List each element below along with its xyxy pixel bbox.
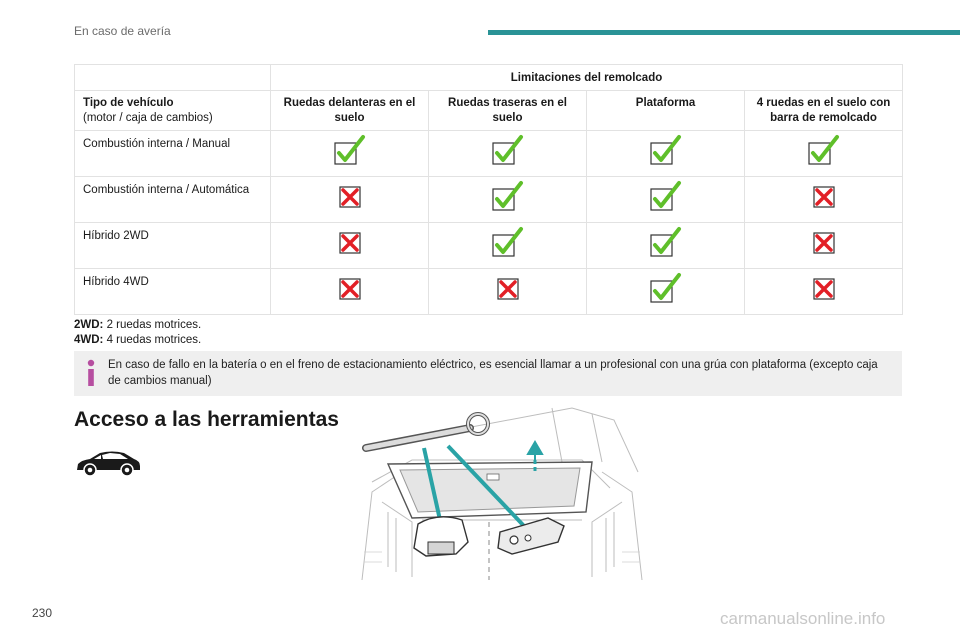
- allowed-cell: [587, 177, 745, 223]
- not-allowed-cell: [745, 223, 903, 269]
- table-row: [75, 269, 903, 315]
- legend-key: 4WD:: [74, 334, 104, 346]
- check-icon: [649, 226, 683, 260]
- not-allowed-cell: [745, 269, 903, 315]
- column-header: Ruedas traseras en el suelo: [429, 91, 587, 131]
- vehicle-type-label: Tipo de vehículo: [83, 97, 174, 109]
- not-allowed-cell: [271, 177, 429, 223]
- column-header: Plataforma: [587, 91, 745, 131]
- vehicle-type-sublabel: (motor / caja de cambios): [83, 112, 213, 124]
- vehicle-type-cell: Combustión interna / Manual: [75, 131, 271, 177]
- check-icon: [649, 272, 683, 306]
- allowed-cell: [429, 223, 587, 269]
- cross-icon: [333, 226, 367, 260]
- header-accent-bar: [488, 30, 960, 35]
- check-icon: [649, 134, 683, 168]
- page-number: 230: [32, 606, 53, 620]
- vehicle-type-header: [75, 91, 271, 131]
- allowed-cell: [587, 269, 745, 315]
- column-header: 4 ruedas en el suelo con barra de remolcado: [745, 91, 903, 131]
- towing-limitations-table: [74, 64, 903, 315]
- allowed-cell: [745, 131, 903, 177]
- check-icon: [491, 226, 525, 260]
- legend-text: 2 ruedas motrices.: [103, 319, 202, 331]
- check-icon: [333, 134, 367, 168]
- section-heading: Acceso a las herramientas: [74, 408, 339, 431]
- info-icon: [86, 359, 96, 387]
- not-allowed-cell: [271, 223, 429, 269]
- legend-text: 4 ruedas motrices.: [103, 334, 202, 346]
- site-watermark: carmanualsonline.info: [720, 609, 886, 628]
- drive-legend: [74, 318, 201, 348]
- cross-icon: [807, 180, 841, 214]
- check-icon: [491, 134, 525, 168]
- cross-icon: [491, 272, 525, 306]
- not-allowed-cell: [745, 177, 903, 223]
- check-icon: [807, 134, 841, 168]
- cross-icon: [807, 272, 841, 306]
- info-text: En caso de fallo en la batería o en el freno de estacionamiento eléctrico, es esencial llamar a un profesional con una grúa con plataforma (excepto caja de cambios manual): [108, 359, 878, 387]
- legend-line: [74, 333, 201, 348]
- table-group-header: Limitaciones del remolcado: [271, 65, 903, 91]
- cross-icon: [807, 226, 841, 260]
- check-icon: [649, 180, 683, 214]
- vehicle-type-cell: Híbrido 4WD: [75, 269, 271, 315]
- allowed-cell: [587, 223, 745, 269]
- not-allowed-cell: [271, 269, 429, 315]
- check-icon: [491, 180, 525, 214]
- not-allowed-cell: [429, 269, 587, 315]
- info-box: [74, 351, 902, 396]
- table-corner-cell: [75, 65, 271, 91]
- legend-line: [74, 318, 201, 333]
- table-row: [75, 223, 903, 269]
- column-header: Ruedas delanteras en el suelo: [271, 91, 429, 131]
- trunk-tools-illustration: [352, 402, 652, 582]
- cross-icon: [333, 272, 367, 306]
- suv-car-icon: [74, 448, 142, 478]
- cross-icon: [333, 180, 367, 214]
- allowed-cell: [271, 131, 429, 177]
- table-row: [75, 177, 903, 223]
- legend-key: 2WD:: [74, 319, 104, 331]
- allowed-cell: [429, 177, 587, 223]
- allowed-cell: [587, 131, 745, 177]
- table-row: [75, 131, 903, 177]
- vehicle-type-cell: Combustión interna / Automática: [75, 177, 271, 223]
- vehicle-type-cell: Híbrido 2WD: [75, 223, 271, 269]
- section-title: En caso de avería: [74, 24, 171, 38]
- allowed-cell: [429, 131, 587, 177]
